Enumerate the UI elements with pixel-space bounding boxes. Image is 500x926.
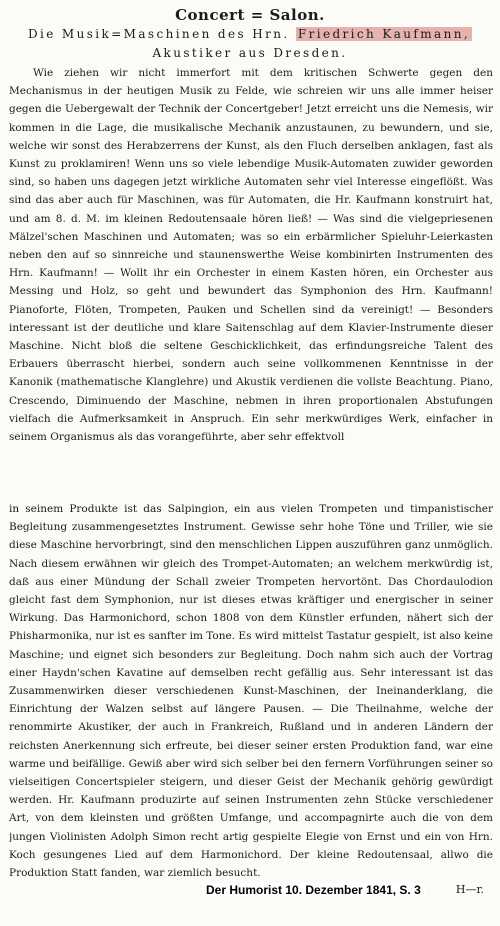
- page-footer: [0, 883, 500, 903]
- headline-prefix: Die Musik=Maschinen des Hrn.: [27, 27, 290, 41]
- article-column-first: [9, 64, 493, 492]
- article-subheadline: Akustiker aus Dresden.: [152, 46, 348, 60]
- article-headline: [8, 27, 492, 41]
- section-title: Concert = Salon.: [175, 6, 325, 24]
- source-citation: Der Humorist 10. Dezember 1841, S. 3: [202, 883, 425, 897]
- article-paragraph-2: in seinem Produkte ist das Salpingion, ein aus vielen Trompeten und timpanistischer Begleitung zusammengesetztes Instrument. Gewisse sehr hohe Töne und Triller, wie sie diese Maschine hervorbringt, sind den menschlichen Lippen auszuführen ganz unmöglich. Nach diesem erwähnen wir gleich des Trompet-Automaten; an welchem merkwürdig ist, daß aus einer Mündung der Schall zweier Trompeten hervortönt. Das Chordaulodion gleicht fast dem Symphonion, nur ist dieses etwas kräftiger und energischer in seiner Wirkung. Das Harmonichord, schon 1808 von dem Künstler erfunden, nähert sich der Phisharmonika, nur ist es sanfter im Tone. Es wird mittelst Tastatur gespielt, ist also keine Maschine; und eignet sich besonders zur Begleitung. Doch nahm sich auch der Vortrag einer Haydn'schen Kavatine auf demselben recht gefällig aus. Sehr interessant ist das Zusammenwirken dieser verschiedenen Kunst-Maschinen, der Ineinanderklang, die Einrichtung der Walzen selbst auf längere Pausen. — Die Theilnahme, welche der renommirte Akustiker, der auch in Frankreich, Rußland und in anderen Ländern der reichsten Anerkennung sich erfreute, bei dieser seiner ersten Produktion fand, war eine warme und beifällige. Gewiß aber wird sich selber bei den fernern Vorführungen seiner so vielseitigen Concertspieler steigern, und dieser Geist der Mechanik gehörig gewürdigt werden. Hr. Kaufmann produzirte auf seinen Instrumenten zehn Stücke verschiedener Art, von dem kleinsten und größten Umfange, und accompagnirte auch die von dem jungen Violinisten Adolph Simon recht artig gespielte Elegie von Ernst und ein von Hrn. Koch gesungenes Lied auf dem Harmonichord. Der kleine Redoutensaal, allwo die Produktion Statt fanden, war ziemlich besucht.: [9, 503, 493, 880]
- article-column-second: [9, 500, 493, 880]
- author-signature: H—r.: [455, 883, 484, 896]
- highlighted-name: Friedrich Kaufmann,: [297, 27, 471, 41]
- article-paragraph-1: Wie ziehen wir nicht immerfort mit dem kritischen Schwerte gegen den Mechanismus in der heutigen Musik zu Felde, wie schreien wir uns alle immer heiser gegen die Uebergewalt der Technik der Concertgeber! Jetzt erreicht uns die Nemesis, wir kommen in die Lage, die musikalische Mechanik anzustaunen, zu bewundern, und sie, welche wir sonst des Herabzerrens der Kunst, als den Fluch derselben anklagen, fast als Kunst zu proklamiren! Wenn uns so viele lebendige Musik-Automaten zuwider geworden sind, so haben uns dagegen jetzt wirkliche Automaten sehr viel Interesse eingeflößt. Was sind das aber auch für Maschinen, was für Automaten, die Hr. Kaufmann konstruirt hat, und am 8. d. M. im kleinen Redoutensaale hören ließ! — Was sind die vielgepriesenen Mälzel'schen Maschinen und Automaten; was so ein erbärmlicher Spieluhr-Leierkasten neben den auf so sinnreiche und staunenswerthe Weise kombinirten Instrumenten des Hrn. Kaufmann! — Wollt ihr ein Orchester in einem Kasten hören, ein Orchester aus Messing und Holz, so geht und bewundert das Symphonion des Hrn. Kaufmann! Pianoforte, Flöten, Trompeten, Pauken und Schellen sind da vereinigt! — Besonders interessant ist der deutliche und klare Saitenschlag auf dem Klavier-Instrumente dieser Maschine. Nicht bloß die seltene Geschicklichkeit, das erfindungsreiche Talent des Erbauers überrascht hierbei, sondern auch seine vollkommenen Kenntnisse in der Kanonik (mathematische Klanglehre) und Akustik verdienen die vollste Beachtung. Piano, Crescendo, Diminuendo der Maschine, nebmen in ihren proportionalen Abstufungen vielfach die Aufmerksamkeit in Anspruch. Ein sehr merkwürdiges Werk, einfacher in seinem Organismus als das vorangeführte, aber sehr effektvoll: [9, 67, 493, 444]
